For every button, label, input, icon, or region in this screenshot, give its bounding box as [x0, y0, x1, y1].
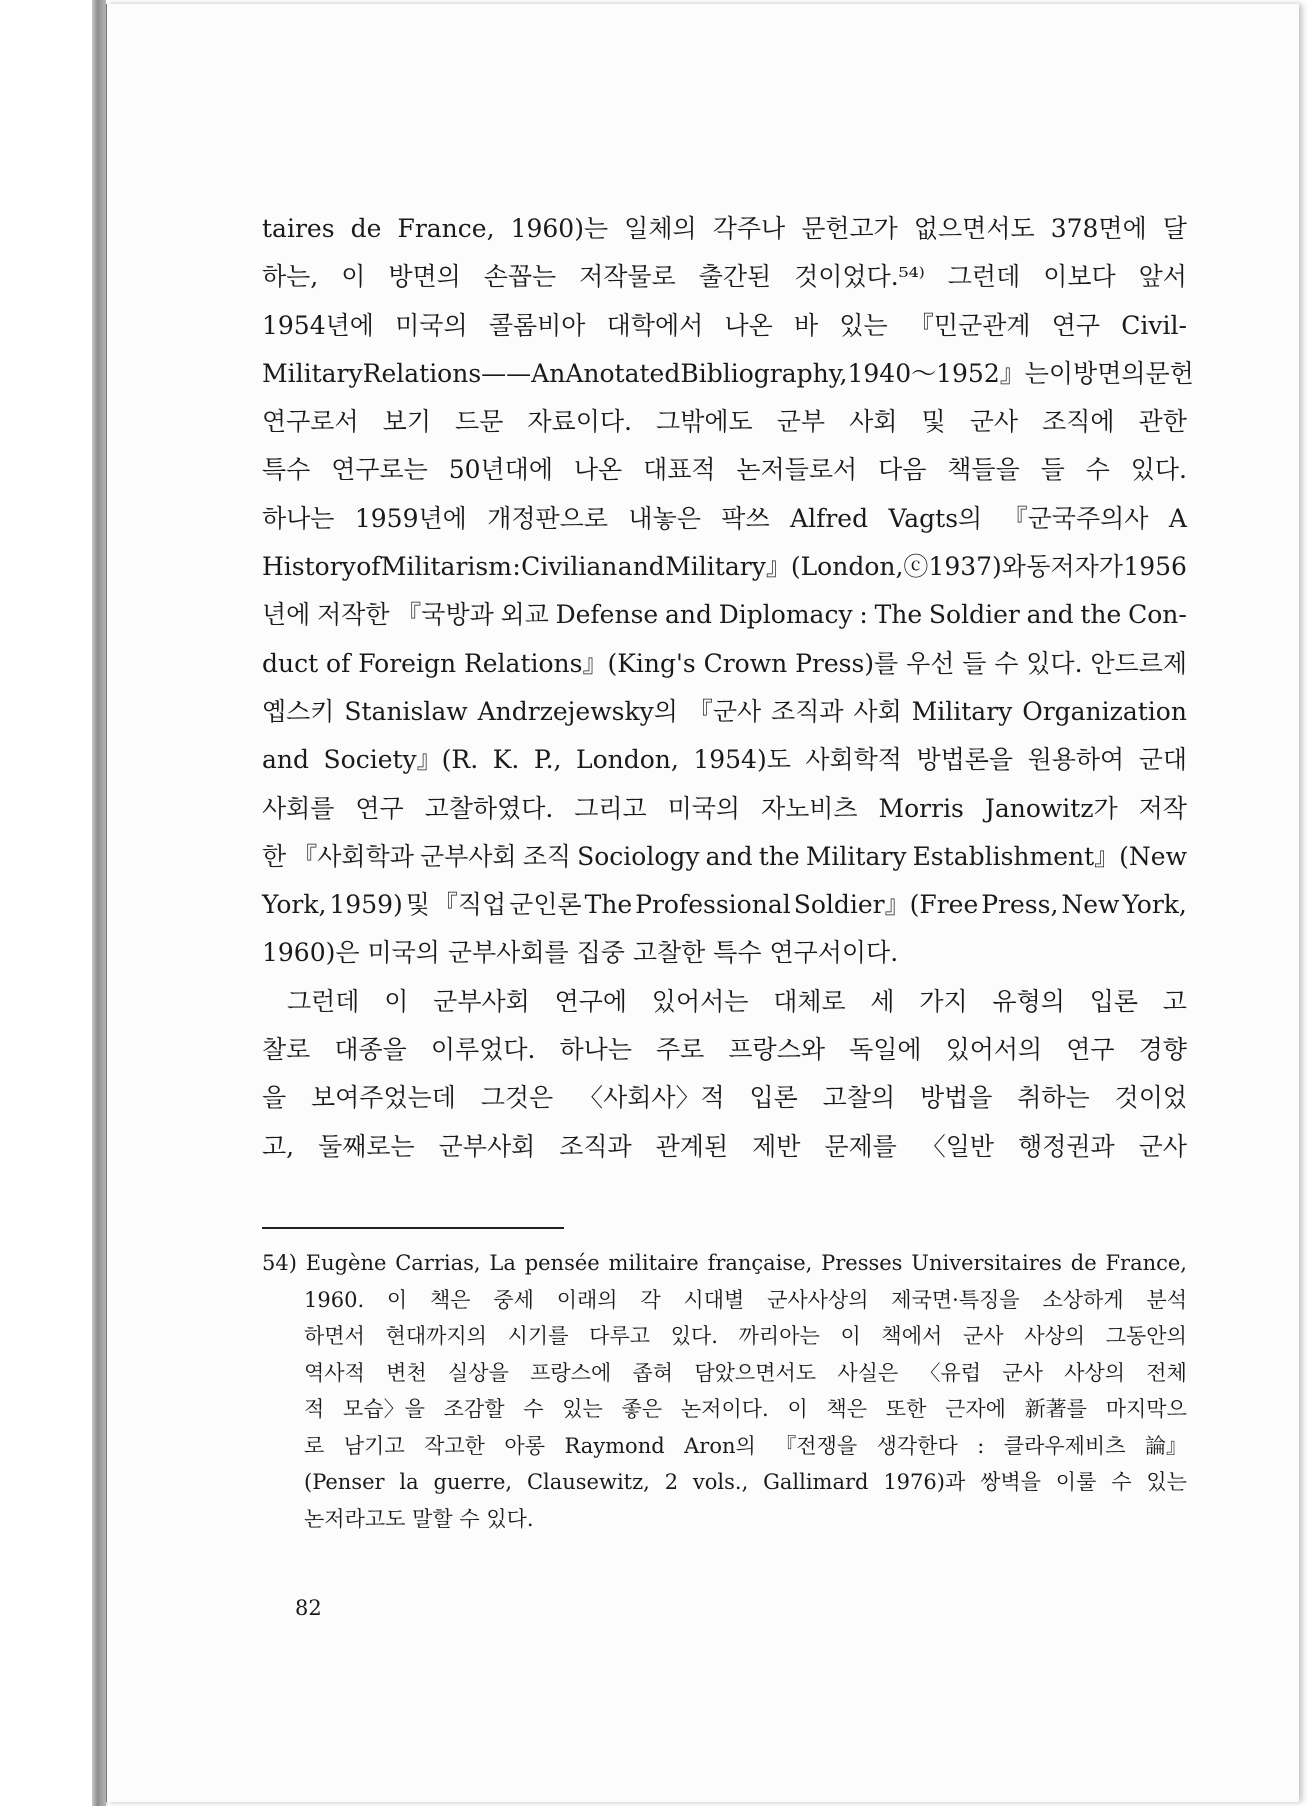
page-number: 82: [295, 1596, 322, 1620]
footnote-line: 54) Eugène Carrias, La pensée militaire française, Presses Universitaires de France,: [262, 1251, 1187, 1275]
body-line: 고, 둘째로는 군부사회 조직과 관계된 제반 문제를 〈일반 행정권과 군사: [262, 1131, 1187, 1161]
body-line: 찰로 대종을 이루었다. 하나는 주로 프랑스와 독일에 있어서의 연구 경향: [262, 1035, 1187, 1065]
body-line: 하는, 이 방면의 손꼽는 저작물로 출간된 것이었다.⁵⁴⁾ 그런데 이보다 앞서: [262, 262, 1187, 292]
body-line: 년에 저작한 『국방과 외교 Defense and Diplomacy : The Soldier and the Con-: [262, 600, 1187, 630]
body-line: taires de France, 1960)는 일체의 각주나 문헌고가 없으면서도 378면에 달: [262, 214, 1187, 243]
footnote-line: 논저라고도 말할 수 있다.: [304, 1506, 534, 1531]
body-line: 하나는 1959년에 개정판으로 내놓은 팍쓰 Alfred Vagts의 『군국주의사 A: [262, 503, 1187, 533]
body-line: 1954년에 미국의 콜롬비아 대학에서 나온 바 있는 『민군관계 연구 Civil-: [262, 310, 1187, 340]
footnote-line: 로 남기고 작고한 아롱 Raymond Aron의 『전쟁을 생각한다 : 클라우제비츠 論』: [304, 1433, 1187, 1458]
footnote-line: 하면서 현대까지의 시기를 다루고 있다. 까리아는 이 책에서 군사 사상의 그동안의: [304, 1324, 1187, 1348]
body-line: History of Militarism : Civilian and Military』(London,ⓒ1937)와 동저자가 1956: [262, 552, 1187, 582]
body-line: 을 보여주었는데 그것은 〈사회사〉적 입론 고찰의 방법을 취하는 것이었: [262, 1083, 1187, 1113]
footnote-line: 1960. 이 책은 중세 이래의 각 시대별 군사사상의 제국면·특징을 소상하게 분석: [304, 1287, 1187, 1312]
body-line: Military Relations——An Anotated Bibliography, 1940～1952』는 이 방면의 문헌: [262, 358, 1194, 388]
body-text: [262, 205, 1194, 1171]
body-line: York, 1959) 및 『직업 군인론 The Professional Soldier』(Free Press, New York,: [262, 890, 1187, 920]
footnote-divider: [262, 1227, 564, 1229]
body-line: 특수 연구로는 50년대에 나온 대표적 논저들로서 다음 책들을 들 수 있다.: [262, 455, 1187, 485]
body-line: 연구로서 보기 드문 자료이다. 그밖에도 군부 사회 및 군사 조직에 관한: [262, 407, 1187, 437]
footnote-line: (Penser la guerre, Clausewitz, 2 vols., Gallimard 1976)과 쌍벽을 이룰 수 있는: [304, 1470, 1187, 1494]
footnote-line: 적 모습〉을 조감할 수 있는 좋은 논저이다. 이 책은 또한 근자에 新著를 마지막으: [304, 1397, 1187, 1421]
book-page-stack-edge: [92, 0, 106, 1806]
footnote: [262, 1245, 1187, 1537]
body-line: duct of Foreign Relations』(King's Crown Press)를 우선 들 수 있다. 안드르제: [262, 648, 1187, 678]
body-line: and Society』(R. K. P., London, 1954)도 사회학적 방법론을 원용하여 군대: [262, 745, 1187, 775]
body-line: 사회를 연구 고찰하였다. 그리고 미국의 자노비츠 Morris Janowitz가 저작: [262, 793, 1187, 823]
body-line: 1960)은 미국의 군부사회를 집중 고찰한 특수 연구서이다.: [262, 938, 899, 968]
body-line: 옙스키 Stanislaw Andrzejewsky의 『군사 조직과 사회 Military Organization: [262, 696, 1187, 726]
body-line: 한 『사회학과 군부사회 조직 Sociology and the Military Establishment』(New: [262, 841, 1187, 871]
footnote-line: 역사적 변천 실상을 프랑스에 좁혀 담았으면서도 사실은 〈유럽 군사 사상의 전체: [304, 1360, 1187, 1385]
body-line: 그런데 이 군부사회 연구에 있어서는 대체로 세 가지 유형의 입론 고: [287, 986, 1187, 1016]
